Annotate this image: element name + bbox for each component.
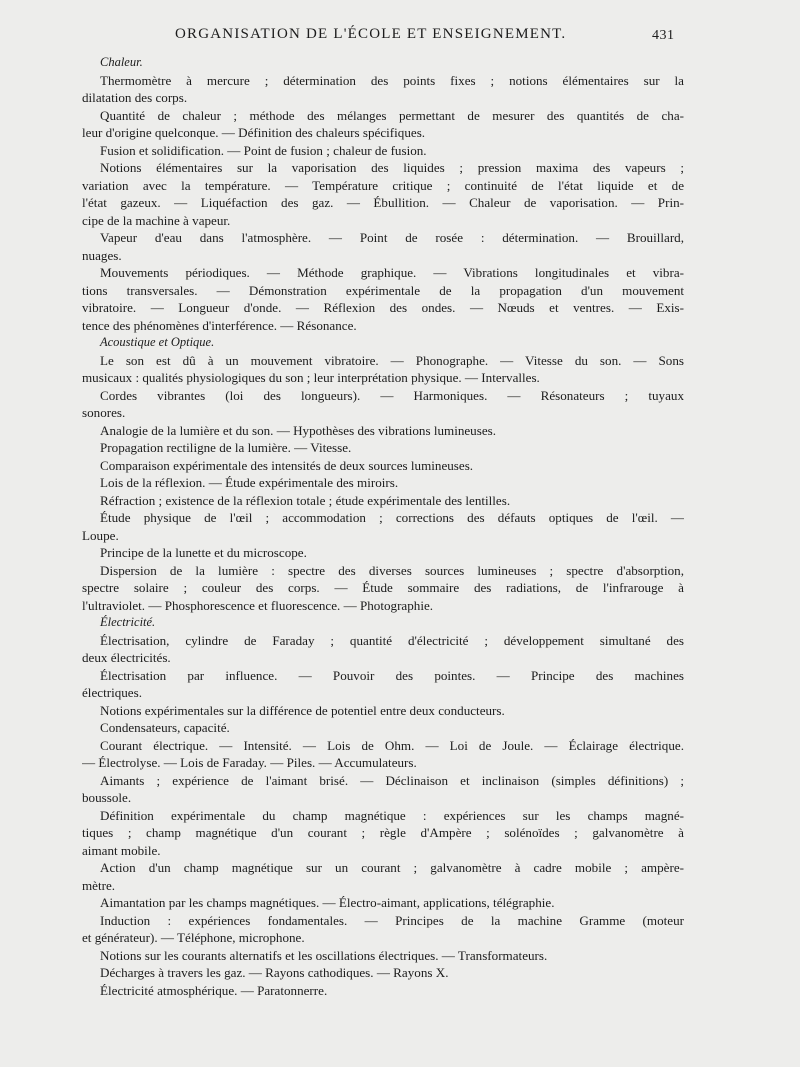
section-heading: Acoustique et Optique.	[100, 335, 215, 349]
text-line: aimant mobile.	[82, 842, 161, 858]
text-line: spectre solaire ; couleur des corps. — Étude sommaire des radiations, de l'infrarouge à	[82, 580, 684, 595]
running-title: ORGANISATION DE L'ÉCOLE ET ENSEIGNEMENT.	[175, 26, 567, 42]
text-line: Lois de la réflexion. — Étude expérimentale des miroirs.	[100, 475, 399, 490]
text-line: Condensateurs, capacité.	[100, 720, 230, 735]
text-line: nuages.	[82, 247, 122, 263]
text-line: Mouvements périodiques. — Méthode graphique. — Vibrations longitudinales et vibra-	[100, 265, 684, 280]
text-line: Propagation rectiligne de la lumière. — Vitesse.	[100, 440, 352, 455]
page-header	[0, 26, 800, 50]
text-line: Décharges à travers les gaz. — Rayons cathodiques. — Rayons X.	[100, 965, 449, 980]
text-line: Électricité atmosphérique. — Paratonnerre.	[100, 982, 328, 998]
text-line: Comparaison expérimentale des intensités de deux sources lumineuses.	[100, 457, 474, 473]
text-line: tence des phénomènes d'interférence. — Résonance.	[82, 317, 357, 333]
text-line: Induction : expériences fondamentales. — Principes de la machine Gramme (moteur	[100, 912, 684, 928]
text-line: Principe de la lunette et du microscope.	[100, 545, 307, 560]
text-line: l'état gazeux. — Liquéfaction des gaz. — Ébullition. — Chaleur de vaporisation. — Prin-	[82, 195, 684, 210]
text-line: Notions sur les courants alternatifs et les oscillations électriques. — Transformateurs.	[100, 947, 548, 963]
text-line: Vapeur d'eau dans l'atmosphère. — Point de rosée : détermination. — Brouillard,	[100, 230, 684, 245]
text-line: Thermomètre à mercure ; détermination des points fixes ; notions élémentaires sur la	[100, 72, 684, 88]
text-line: Électrisation, cylindre de Faraday ; quantité d'électricité ; développement simultané des	[100, 632, 684, 648]
text-line: Notions élémentaires sur la vaporisation des liquides ; pression maxima des vapeurs ;	[100, 160, 684, 175]
section-heading: Chaleur.	[100, 55, 143, 69]
text-line: sonores.	[82, 405, 126, 420]
text-line: Fusion et solidification. — Point de fusion ; chaleur de fusion.	[100, 142, 427, 158]
text-line: Courant électrique. — Intensité. — Lois de Ohm. — Loi de Joule. — Éclairage électrique.	[100, 737, 684, 753]
text-line: Le son est dû à un mouvement vibratoire. — Phonographe. — Vitesse du son. — Sons	[100, 352, 684, 368]
text-line: tions transversales. — Démonstration expérimentale de la propagation d'un mouvement	[82, 282, 684, 298]
text-line: Étude physique de l'œil ; accommodation ; corrections des défauts optiques de l'œil. —	[100, 510, 684, 525]
text-line: dilatation des corps.	[82, 90, 188, 105]
text-line: Réfraction ; existence de la réflexion totale ; étude expérimentale des lentilles.	[100, 492, 511, 508]
text-line: Dispersion de la lumière : spectre des diverses sources lumineuses ; spectre d'absorption,	[100, 562, 684, 578]
text-line: Action d'un champ magnétique sur un courant ; galvanomètre à cadre mobile ; ampère-	[100, 860, 684, 875]
text-line: Notions expérimentales sur la différence de potentiel entre deux conducteurs.	[100, 702, 505, 718]
text-line: musicaux : qualités physiologiques du son ; leur interprétation physique. — Intervalles.	[82, 370, 540, 385]
page-body	[82, 54, 684, 999]
text-line: tiques ; champ magnétique d'un courant ; règle d'Ampère ; solénoïdes ; galvanomètre à	[82, 825, 684, 840]
text-line: Définition expérimentale du champ magnétique : expériences sur les champs magné-	[100, 807, 684, 823]
text-line: Cordes vibrantes (loi des longueurs). — Harmoniques. — Résonateurs ; tuyaux	[100, 387, 684, 403]
text-line: — Électrolyse. — Lois de Faraday. — Piles. — Accumulateurs.	[82, 755, 417, 770]
text-line: deux électricités.	[82, 650, 171, 665]
text-line: l'ultraviolet. — Phosphorescence et fluorescence. — Photographie.	[82, 597, 434, 613]
text-line: Aimantation par les champs magnétiques. — Électro-aimant, applications, télégraphie.	[100, 895, 555, 910]
text-line: variation avec la température. — Température critique ; continuité de l'état liquide et de	[82, 177, 684, 193]
text-line: Électrisation par influence. — Pouvoir des pointes. — Principe des machines	[100, 667, 684, 683]
text-line: et générateur). — Téléphone, microphone.	[82, 930, 305, 945]
text-line: vibratoire. — Longueur d'onde. — Réflexion des ondes. — Nœuds et ventres. — Exis-	[82, 300, 684, 315]
text-line: boussole.	[82, 790, 132, 805]
text-line: leur d'origine quelconque. — Définition des chaleurs spécifiques.	[82, 125, 426, 140]
section-heading: Électricité.	[100, 615, 156, 629]
text-line: Analogie de la lumière et du son. — Hypothèses des vibrations lumineuses.	[100, 422, 497, 438]
text-line: électriques.	[82, 685, 142, 700]
text-line: cipe de la machine à vapeur.	[82, 212, 231, 228]
page-number: 431	[652, 28, 675, 43]
text-line: Aimants ; expérience de l'aimant brisé. — Déclinaison et inclinaison (simples définitions) ;	[100, 772, 684, 788]
text-line: mètre.	[82, 877, 116, 893]
text-line: Quantité de chaleur ; méthode des mélanges permettant de mesurer des quantités de cha-	[100, 107, 684, 123]
text-line: Loupe.	[82, 527, 119, 543]
